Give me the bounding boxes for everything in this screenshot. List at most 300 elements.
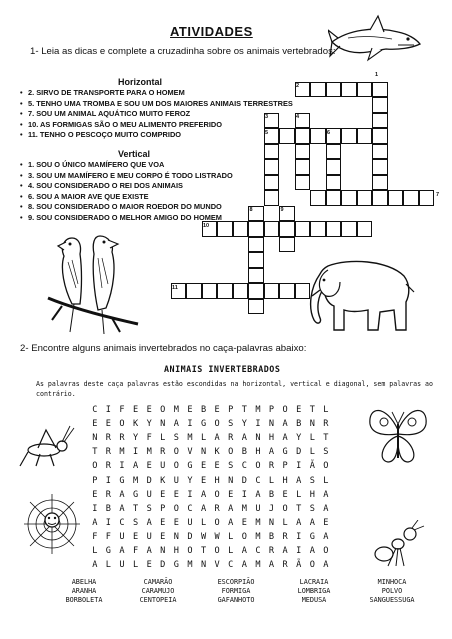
wordsearch-letter[interactable]: D [146, 475, 152, 486]
wordsearch-letter[interactable]: S [309, 475, 315, 486]
wordsearch-letter[interactable]: O [255, 461, 261, 472]
wordsearch-letter[interactable]: L [296, 489, 302, 500]
wordsearch-letter[interactable]: G [282, 447, 288, 458]
wordsearch-letter[interactable]: V [187, 447, 193, 458]
wordsearch-letter[interactable]: A [323, 531, 329, 542]
wordsearch-letter[interactable]: E [146, 560, 152, 571]
wordsearch-letter[interactable]: C [255, 546, 261, 556]
wordsearch-letter[interactable]: O [323, 461, 329, 472]
crossword-cell[interactable] [295, 159, 311, 175]
crossword-cell[interactable] [372, 128, 388, 144]
crossword-cell[interactable] [279, 128, 295, 144]
wordsearch-letter[interactable]: I [296, 461, 302, 472]
wordsearch-letter[interactable]: P [160, 503, 166, 514]
wordsearch-letter[interactable]: K [132, 419, 139, 430]
wordsearch-letter[interactable]: L [92, 546, 98, 556]
crossword-cell[interactable] [279, 283, 295, 299]
wordsearch-letter[interactable]: A [173, 419, 179, 430]
wordsearch-letter[interactable]: D [296, 447, 302, 458]
wordsearch-letter[interactable]: E [200, 475, 207, 486]
wordsearch-letter[interactable]: O [214, 546, 220, 556]
crossword-cell[interactable] [217, 221, 233, 237]
crossword-cell[interactable] [217, 283, 233, 299]
wordsearch-letter[interactable]: J [268, 503, 275, 514]
wordsearch-letter[interactable]: E [173, 489, 179, 500]
wordsearch-letter[interactable]: A [214, 433, 220, 444]
crossword-cell[interactable] [372, 144, 388, 160]
wordsearch-letter[interactable]: R [105, 447, 111, 458]
crossword-cell[interactable] [248, 237, 264, 253]
wordsearch-row [88, 490, 333, 500]
wordsearch-letter[interactable]: D [187, 531, 193, 542]
wordsearch-letter[interactable]: U [187, 517, 193, 528]
wordsearch-letter[interactable]: E [160, 517, 166, 528]
crossword-cell[interactable] [341, 128, 357, 144]
wordsearch-letter[interactable]: A [146, 517, 152, 528]
wordsearch-letter[interactable]: A [200, 489, 207, 500]
wordsearch-letter[interactable]: O [160, 405, 166, 415]
wordsearch-letter[interactable]: E [214, 405, 220, 415]
wordsearch-letter[interactable]: M [187, 560, 193, 571]
wordsearch-letter[interactable]: F [146, 433, 152, 444]
wordsearch-letter[interactable]: S [323, 447, 329, 458]
wordsearch-letter[interactable]: L [309, 447, 315, 458]
instruction-wordsearch: 2- Encontre alguns animais invertebrados no caça-palavras abaixo: [20, 343, 307, 354]
crossword-cell[interactable] [310, 82, 326, 98]
wordsearch-letter[interactable]: L [323, 475, 329, 486]
crossword-cell[interactable] [264, 159, 280, 175]
wordsearch-letter[interactable]: A [309, 546, 315, 556]
crossword-cell[interactable] [186, 283, 202, 299]
wordsearch-letter[interactable]: T [296, 503, 302, 514]
wordsearch-letter[interactable]: I [132, 447, 139, 458]
crossword-cell[interactable] [248, 283, 264, 299]
crossword-cell[interactable] [372, 175, 388, 191]
wordsearch-letter[interactable]: A [241, 433, 247, 444]
wordsearch-letter[interactable]: E [187, 405, 193, 415]
wordsearch-letter[interactable]: Ã [296, 560, 302, 571]
wordsearch-letter[interactable]: C [241, 461, 247, 472]
wordsearch-letter[interactable]: O [323, 546, 329, 556]
wordsearch-letter[interactable]: A [228, 517, 234, 528]
wordsearch-letter[interactable]: L [228, 531, 234, 542]
crossword-cell[interactable] [248, 221, 264, 237]
wordsearch-letter[interactable]: D [160, 560, 166, 571]
wordsearch-letter[interactable]: R [268, 461, 275, 472]
crossword-cell[interactable] [341, 190, 357, 206]
crossword-cell[interactable] [388, 190, 404, 206]
wordsearch-letter[interactable]: E [146, 461, 152, 472]
wordsearch-letter[interactable]: V [214, 560, 220, 571]
wordsearch-letter[interactable]: G [309, 531, 315, 542]
wordsearch-letter[interactable]: H [268, 433, 275, 444]
vertical-heading: Vertical [118, 149, 151, 159]
wordsearch-letter[interactable]: A [282, 419, 288, 430]
wordsearch-letter[interactable]: O [187, 546, 193, 556]
wordsearch-letter[interactable]: S [309, 503, 315, 514]
crossword-cell[interactable] [295, 221, 311, 237]
wordsearch-letter[interactable]: M [241, 503, 247, 514]
wordsearch-letter[interactable]: Y [187, 475, 193, 486]
wordsearch-row [88, 419, 333, 429]
wordsearch-letter[interactable]: R [282, 531, 288, 542]
wordsearch-letter[interactable]: T [200, 546, 207, 556]
wordsearch-letter[interactable]: S [146, 503, 152, 514]
wordsearch-letter[interactable]: A [296, 517, 302, 528]
wordsearch-letter[interactable]: L [309, 433, 315, 444]
wordsearch-letter[interactable]: H [214, 475, 220, 486]
wordsearch-letter[interactable]: R [160, 447, 166, 458]
wordsearch-letter[interactable]: U [146, 531, 152, 542]
wordsearch-letter[interactable]: N [160, 546, 166, 556]
wordsearch-letter[interactable]: N [268, 419, 275, 430]
crossword-cell[interactable] [279, 237, 295, 253]
crossword-cell[interactable] [248, 268, 264, 284]
word-column [118, 578, 198, 605]
wordsearch-letter[interactable]: R [105, 433, 111, 444]
wordsearch-letter[interactable]: Y [241, 419, 247, 430]
crossword-cell[interactable] [310, 221, 326, 237]
wordsearch-letter[interactable]: F [132, 546, 139, 556]
wordsearch-letter[interactable]: M [132, 475, 139, 486]
wordsearch-letter[interactable]: H [255, 447, 261, 458]
wordsearch-letter[interactable]: R [214, 503, 220, 514]
wordsearch-letter[interactable]: N [228, 475, 234, 486]
wordsearch-letter[interactable]: P [92, 475, 98, 486]
wordsearch-letter[interactable]: E [200, 461, 207, 472]
wordsearch-letter[interactable]: K [160, 475, 166, 486]
wordsearch-row [88, 405, 333, 415]
crossword-number: 4 [296, 114, 300, 120]
wordsearch-letter[interactable]: E [132, 531, 139, 542]
wordsearch-letter[interactable]: H [282, 475, 288, 486]
wordsearch-letter[interactable]: G [187, 461, 193, 472]
wordsearch-letter[interactable]: L [282, 517, 288, 528]
wordsearch-letter[interactable]: C [255, 475, 261, 486]
word-item: GAFANHOTO [217, 596, 255, 604]
page-title: ATIVIDADES [170, 24, 253, 39]
crossword-cell[interactable] [264, 221, 280, 237]
wordsearch-letter[interactable]: M [255, 560, 261, 571]
wordsearch-letter[interactable]: L [323, 405, 329, 415]
wordsearch-letter[interactable]: I [105, 517, 111, 528]
wordsearch-letter[interactable]: E [92, 489, 98, 500]
wordsearch-letter[interactable]: B [268, 489, 275, 500]
wordsearch-letter[interactable]: I [241, 489, 247, 500]
wordsearch-letter[interactable]: G [119, 475, 125, 486]
crossword-cell[interactable] [264, 283, 280, 299]
wordsearch-letter[interactable]: Y [146, 419, 152, 430]
wordsearch-letter[interactable]: A [200, 503, 207, 514]
crossword-cell[interactable] [233, 221, 249, 237]
word-item: CARAMUJO [141, 587, 175, 595]
crossword-cell[interactable] [326, 221, 342, 237]
wordsearch-letter[interactable]: U [119, 531, 125, 542]
wordsearch-letter[interactable]: P [282, 461, 288, 472]
wordsearch-letter[interactable]: O [241, 531, 247, 542]
crossword-cell[interactable] [326, 175, 342, 191]
wordsearch-letter[interactable]: A [92, 517, 98, 528]
wordsearch-letter[interactable]: I [187, 419, 193, 430]
wordsearch-letter[interactable]: A [323, 560, 329, 571]
wordsearch-letter[interactable]: L [132, 560, 139, 571]
wordsearch-letter[interactable]: S [173, 433, 179, 444]
wordsearch-letter[interactable]: E [146, 405, 152, 415]
wordsearch-letter[interactable]: U [119, 560, 125, 571]
crossword-cell[interactable] [326, 159, 342, 175]
wordsearch-letter[interactable]: E [132, 405, 139, 415]
wordsearch-letter[interactable]: M [255, 517, 261, 528]
wordsearch-letter[interactable]: T [309, 405, 315, 415]
wordsearch-letter[interactable]: O [119, 419, 125, 430]
wordsearch-letter[interactable]: W [214, 531, 220, 542]
wordsearch-letter[interactable]: N [92, 433, 98, 444]
crossword-cell[interactable] [372, 82, 388, 98]
clue-item: • 4. SOU CONSIDERADO O REI DOS ANIMAIS [20, 181, 183, 190]
crossword-cell[interactable] [372, 159, 388, 175]
wordsearch-letter[interactable]: T [323, 433, 329, 444]
wordsearch-letter[interactable]: A [296, 475, 302, 486]
wordsearch-letter[interactable]: I [187, 489, 193, 500]
wordsearch-letter[interactable]: A [92, 560, 98, 571]
crossword-cell[interactable] [264, 144, 280, 160]
wordsearch-letter[interactable]: O [214, 489, 220, 500]
wordsearch-letter[interactable]: O [173, 461, 179, 472]
wordsearch-letter[interactable]: U [173, 475, 179, 486]
wordsearch-letter[interactable]: H [309, 489, 315, 500]
wordsearch-letter[interactable]: O [282, 405, 288, 415]
wordsearch-row [88, 433, 333, 443]
wordsearch-letter[interactable]: L [160, 433, 166, 444]
wordsearch-letter[interactable]: E [241, 517, 247, 528]
wordsearch-letter[interactable]: M [146, 447, 152, 458]
word-column [274, 578, 354, 605]
wordsearch-letter[interactable]: E [296, 405, 302, 415]
wordsearch-letter[interactable]: C [92, 405, 98, 415]
wordsearch-letter[interactable]: H [173, 546, 179, 556]
wordsearch-letter[interactable]: U [160, 461, 166, 472]
wordsearch-letter[interactable]: O [173, 447, 179, 458]
wordsearch-letter[interactable]: M [187, 433, 193, 444]
wordsearch-letter[interactable]: O [228, 447, 234, 458]
wordsearch-letter[interactable]: A [323, 489, 329, 500]
wordsearch-letter[interactable]: E [92, 419, 98, 430]
wordsearch-letter[interactable]: R [323, 419, 329, 430]
wordsearch-letter[interactable]: A [255, 489, 261, 500]
crossword-cell[interactable] [248, 252, 264, 268]
wordsearch-letter[interactable]: B [200, 405, 207, 415]
crossword-cell[interactable] [326, 82, 342, 98]
wordsearch-letter[interactable]: B [241, 447, 247, 458]
wordsearch-letter[interactable]: N [200, 560, 207, 571]
crossword-cell[interactable] [372, 190, 388, 206]
crossword-cell[interactable] [310, 190, 326, 206]
crossword-cell[interactable] [372, 97, 388, 113]
wordsearch-letter[interactable]: P [228, 405, 234, 415]
crossword-cell[interactable] [419, 190, 435, 206]
wordsearch-letter[interactable]: A [282, 433, 288, 444]
wordsearch-letter[interactable]: O [173, 503, 179, 514]
shark-illustration [328, 12, 424, 64]
wordsearch-letter[interactable]: C [228, 560, 234, 571]
wordsearch-letter[interactable]: S [228, 419, 234, 430]
wordsearch-letter[interactable]: B [268, 531, 275, 542]
wordsearch-letter[interactable]: I [296, 546, 302, 556]
crossword-cell[interactable] [357, 190, 373, 206]
wordsearch-letter[interactable]: A [323, 503, 329, 514]
wordsearch-letter[interactable]: E [173, 517, 179, 528]
crossword-cell[interactable] [202, 283, 218, 299]
word-column [44, 578, 124, 605]
wordsearch-letter[interactable]: G [132, 489, 139, 500]
crossword-cell[interactable] [357, 128, 373, 144]
wordsearch-letter[interactable]: L [200, 517, 207, 528]
wordsearch-letter[interactable]: R [268, 546, 275, 556]
wordsearch-letter[interactable]: D [241, 475, 247, 486]
wordsearch-letter[interactable]: I [105, 405, 111, 415]
wordsearch-letter[interactable]: I [255, 419, 261, 430]
crossword-number: 5 [265, 129, 269, 136]
horizontal-clues [20, 88, 293, 141]
wordsearch-row [88, 504, 333, 514]
crossword-cell[interactable] [233, 283, 249, 299]
wordsearch-letter[interactable]: I [92, 503, 98, 514]
wordsearch-letter[interactable]: C [119, 517, 125, 528]
wordsearch-letter[interactable]: A [282, 546, 288, 556]
wordsearch-letter[interactable]: N [268, 517, 275, 528]
wordsearch-letter[interactable]: Y [132, 433, 139, 444]
wordsearch-letter[interactable]: A [119, 546, 125, 556]
wordsearch-letter[interactable]: N [309, 419, 315, 430]
wordsearch-letter[interactable]: I [119, 461, 125, 472]
wordsearch-letter[interactable]: U [255, 503, 261, 514]
wordsearch-letter[interactable]: R [105, 461, 111, 472]
wordsearch-letter[interactable]: O [282, 503, 288, 514]
wordsearch-row [88, 476, 333, 486]
wordsearch-letter[interactable]: S [132, 517, 139, 528]
wordsearch-letter[interactable]: R [119, 433, 125, 444]
wordsearch-letter[interactable]: G [200, 419, 207, 430]
wordsearch-letter[interactable]: F [105, 531, 111, 542]
crossword-cell[interactable] [357, 221, 373, 237]
wordsearch-letter[interactable]: B [296, 419, 302, 430]
wordsearch-letter[interactable]: T [92, 447, 98, 458]
crossword-cell[interactable] [295, 175, 311, 191]
wordsearch-letter[interactable]: B [105, 503, 111, 514]
wordsearch-title: ANIMAIS INVERTEBRADOS [164, 364, 281, 374]
wordsearch-letter[interactable]: T [241, 405, 247, 415]
wordsearch-letter[interactable]: P [268, 405, 275, 415]
wordsearch-letter[interactable]: A [309, 517, 315, 528]
wordsearch-letter[interactable]: Ã [309, 461, 315, 472]
crossword-cell[interactable] [264, 190, 280, 206]
wordsearch-letter[interactable]: A [132, 461, 139, 472]
wordsearch-letter[interactable]: U [146, 489, 152, 500]
wordsearch-letter[interactable]: E [228, 489, 234, 500]
wordsearch-letter[interactable]: L [268, 475, 275, 486]
crossword-cell[interactable] [326, 190, 342, 206]
wordsearch-letter[interactable]: Y [296, 433, 302, 444]
crossword-cell[interactable] [295, 128, 311, 144]
wordsearch-description: As palavras deste caça palavras estão escondidas na horizontal, vertical e diagonal, sem palavras ao contrário. [36, 380, 433, 398]
wordsearch-row [88, 546, 333, 556]
wordsearch-letter[interactable]: I [296, 531, 302, 542]
wordsearch-letter[interactable]: M [255, 531, 261, 542]
wordsearch-letter[interactable]: M [255, 405, 261, 415]
wordsearch-letter[interactable]: E [323, 517, 329, 528]
wordsearch-letter[interactable]: O [214, 517, 220, 528]
wordsearch-letter[interactable]: A [228, 503, 234, 514]
word-item: SANGUESSUGA [369, 596, 415, 604]
wordsearch-letter[interactable]: A [268, 560, 275, 571]
wordsearch-letter[interactable]: O [309, 560, 315, 571]
wordsearch-letter[interactable]: A [119, 489, 125, 500]
wordsearch-letter[interactable]: F [92, 531, 98, 542]
wordsearch-letter[interactable]: M [173, 405, 179, 415]
wordsearch-letter[interactable]: A [241, 560, 247, 571]
wordsearch-letter[interactable]: K [214, 447, 220, 458]
wordsearch-letter[interactable]: E [214, 461, 220, 472]
wordsearch-letter[interactable]: R [282, 560, 288, 571]
word-item: LOMBRIGA [297, 587, 331, 595]
crossword-cell[interactable] [341, 82, 357, 98]
wordsearch-row [88, 447, 333, 457]
crossword-cell[interactable] [264, 175, 280, 191]
wordsearch-letter[interactable]: E [160, 531, 166, 542]
wordsearch-letter[interactable]: E [282, 489, 288, 500]
wordsearch-letter[interactable]: N [173, 531, 179, 542]
wordsearch-letter[interactable]: R [105, 489, 111, 500]
crossword-cell[interactable] [310, 128, 326, 144]
wordsearch-letter[interactable]: A [119, 503, 125, 514]
wordsearch-letter[interactable]: N [160, 419, 166, 430]
crossword-number: 10 [203, 222, 210, 229]
wordsearch-letter[interactable]: L [105, 560, 111, 571]
crossword-cell[interactable] [279, 221, 295, 237]
wordsearch-letter[interactable]: O [92, 461, 98, 472]
wordsearch-letter[interactable]: F [119, 405, 125, 415]
crossword-cell[interactable] [357, 82, 373, 98]
crossword-cell[interactable] [372, 113, 388, 129]
clue-item: • 2. SIRVO DE TRANSPORTE PARA O HOMEM [20, 88, 185, 97]
wordsearch-letter[interactable]: L [228, 546, 234, 556]
wordsearch-letter[interactable]: R [228, 433, 234, 444]
wordsearch-letter[interactable]: G [105, 546, 111, 556]
wordsearch-letter[interactable]: N [255, 433, 261, 444]
wordsearch-letter[interactable]: A [146, 546, 152, 556]
wordsearch-letter[interactable]: M [119, 447, 125, 458]
crossword-cell[interactable] [326, 144, 342, 160]
wordsearch-letter[interactable]: G [173, 560, 179, 571]
wordsearch-letter[interactable]: L [200, 433, 207, 444]
wordsearch-letter[interactable]: N [200, 447, 207, 458]
wordsearch-letter[interactable]: E [160, 489, 166, 500]
wordsearch-letter[interactable]: O [214, 419, 220, 430]
wordsearch-letter[interactable]: I [105, 475, 111, 486]
crossword-cell[interactable] [295, 144, 311, 160]
wordsearch-letter[interactable]: W [200, 531, 207, 542]
crossword-cell[interactable] [248, 299, 264, 315]
wordsearch-letter[interactable]: S [228, 461, 234, 472]
crossword-cell[interactable] [341, 221, 357, 237]
crossword-cell[interactable] [403, 190, 419, 206]
wordsearch-letter[interactable]: E [105, 419, 111, 430]
wordsearch-letter[interactable]: C [187, 503, 193, 514]
wordsearch-letter[interactable]: A [241, 546, 247, 556]
wordsearch-letter[interactable]: T [132, 503, 139, 514]
crossword-number: 3 [265, 114, 269, 120]
wordsearch-letter[interactable]: A [268, 447, 275, 458]
